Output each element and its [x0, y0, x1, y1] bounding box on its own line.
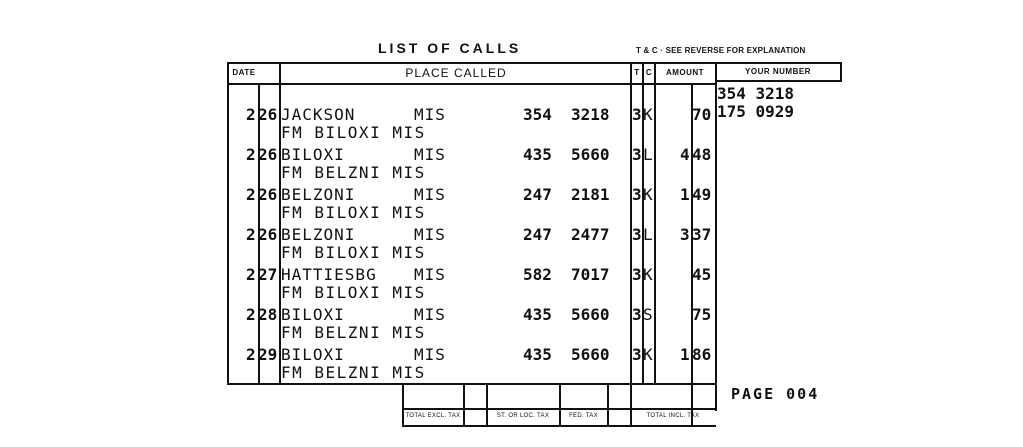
- page-number: PAGE 004: [731, 385, 820, 403]
- call-day: 28: [258, 305, 278, 324]
- call-c: L: [643, 225, 653, 244]
- col-header-t: T: [634, 68, 640, 77]
- call-c: K: [643, 265, 653, 284]
- call-month: 2: [246, 105, 256, 124]
- call-month: 2: [246, 225, 256, 244]
- call-from: FM BELZNI MIS: [281, 323, 426, 342]
- call-number: 5660: [571, 145, 610, 164]
- call-cents: 86: [692, 345, 712, 364]
- call-number: 5660: [571, 305, 610, 324]
- call-number: 3218: [571, 105, 610, 124]
- call-t: 3: [632, 265, 642, 284]
- col-header-date: DATE: [232, 68, 256, 77]
- call-cents: 75: [692, 305, 712, 324]
- call-day: 27: [258, 265, 278, 284]
- call-t: 3: [632, 105, 642, 124]
- col-header-c: C: [645, 68, 653, 77]
- call-from: FM BILOXI MIS: [281, 283, 426, 302]
- call-t: 3: [632, 305, 642, 324]
- call-area: 582: [523, 265, 552, 284]
- call-day: 26: [258, 105, 278, 124]
- call-month: 2: [246, 305, 256, 324]
- call-cents: 49: [692, 185, 712, 204]
- call-c: K: [643, 185, 653, 204]
- call-area: 435: [523, 345, 552, 364]
- call-cents: 45: [692, 265, 712, 284]
- call-from: FM BELZNI MIS: [281, 363, 426, 382]
- call-dollars: 1: [680, 345, 690, 364]
- call-from: FM BILOXI MIS: [281, 123, 426, 142]
- call-state: MIS: [414, 185, 446, 204]
- call-month: 2: [246, 185, 256, 204]
- call-cents: 70: [692, 105, 712, 124]
- call-month: 2: [246, 265, 256, 284]
- call-day: 29: [258, 345, 278, 364]
- call-place: BILOXI: [281, 305, 345, 324]
- call-c: S: [643, 305, 653, 324]
- call-from: FM BILOXI MIS: [281, 243, 426, 262]
- footer-total-incl-tax: TOTAL INCL. TAX: [646, 413, 700, 419]
- call-dollars: 4: [680, 145, 690, 164]
- call-state: MIS: [414, 105, 446, 124]
- call-state: MIS: [414, 145, 446, 164]
- call-place: HATTIESBG: [281, 265, 377, 284]
- call-place: BILOXI: [281, 145, 345, 164]
- col-header-amount: AMOUNT: [665, 68, 705, 77]
- call-t: 3: [632, 185, 642, 204]
- call-c: K: [643, 105, 653, 124]
- call-state: MIS: [414, 225, 446, 244]
- call-t: 3: [632, 225, 642, 244]
- call-place: BELZONI: [281, 225, 356, 244]
- call-cents: 37: [692, 225, 712, 244]
- call-area: 435: [523, 305, 552, 324]
- footer-total-excl-tax: TOTAL EXCL. TAX: [405, 413, 461, 419]
- call-dollars: 3: [680, 225, 690, 244]
- col-header-your-number: YOUR NUMBER: [745, 67, 811, 76]
- call-area: 435: [523, 145, 552, 164]
- footer-st-loc-tax: ST. OR LOC. TAX: [496, 413, 550, 419]
- footer-fed-tax: FED. TAX: [569, 413, 598, 419]
- call-number: 7017: [571, 265, 610, 284]
- reverse-note: T & C · SEE REVERSE FOR EXPLANATION: [636, 46, 806, 55]
- call-area: 247: [523, 225, 552, 244]
- call-c: K: [643, 345, 653, 364]
- call-month: 2: [246, 345, 256, 364]
- call-dollars: 1: [680, 185, 690, 204]
- call-number: 2181: [571, 185, 610, 204]
- call-day: 26: [258, 225, 278, 244]
- call-number: 2477: [571, 225, 610, 244]
- call-place: BELZONI: [281, 185, 356, 204]
- your-number-1: 354 3218: [717, 84, 795, 103]
- call-day: 26: [258, 145, 278, 164]
- call-state: MIS: [414, 345, 446, 364]
- call-place: JACKSON: [281, 105, 356, 124]
- col-header-place: PLACE CALLED: [405, 66, 507, 80]
- call-state: MIS: [414, 305, 446, 324]
- call-month: 2: [246, 145, 256, 164]
- call-state: MIS: [414, 265, 446, 284]
- call-from: FM BILOXI MIS: [281, 203, 426, 222]
- call-cents: 48: [692, 145, 712, 164]
- call-t: 3: [632, 345, 642, 364]
- call-from: FM BELZNI MIS: [281, 163, 426, 182]
- page-title: LIST OF CALLS: [378, 40, 522, 56]
- call-place: BILOXI: [281, 345, 345, 364]
- call-t: 3: [632, 145, 642, 164]
- call-number: 5660: [571, 345, 610, 364]
- call-day: 26: [258, 185, 278, 204]
- call-area: 247: [523, 185, 552, 204]
- your-number-2: 175 0929: [717, 102, 795, 121]
- call-c: L: [643, 145, 653, 164]
- call-area: 354: [523, 105, 552, 124]
